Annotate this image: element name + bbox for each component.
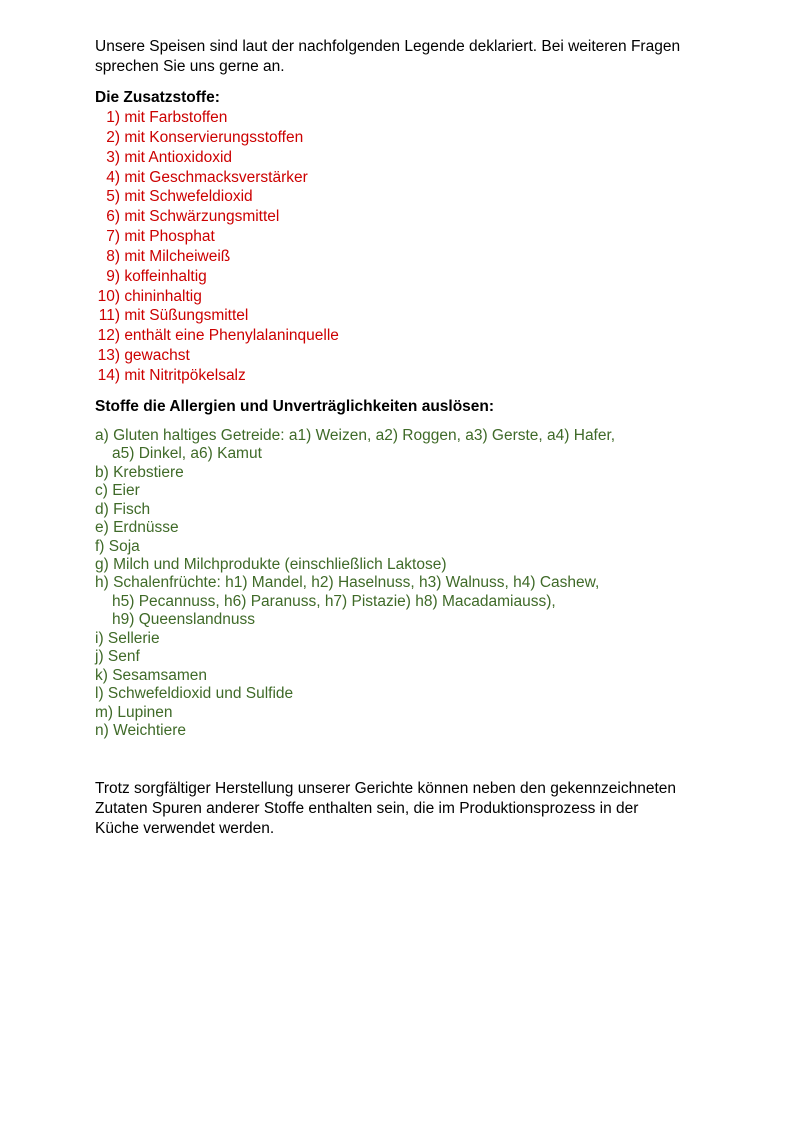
allergen-text: f) Soja bbox=[95, 537, 140, 555]
additive-number: 7) bbox=[106, 228, 120, 246]
allergen-text: i) Sellerie bbox=[95, 629, 160, 647]
additive-item bbox=[95, 148, 735, 168]
document-page bbox=[95, 37, 735, 839]
allergen-text: n) Weichtiere bbox=[95, 722, 187, 740]
additive-number: 10) bbox=[97, 287, 120, 305]
additive-number: 14) bbox=[97, 366, 120, 384]
additive-number: 12) bbox=[97, 327, 120, 345]
additive-item bbox=[95, 247, 735, 267]
additive-number: 1) bbox=[106, 109, 120, 126]
allergen-continuation: h9) Queenslandnuss bbox=[112, 611, 256, 629]
allergen-item bbox=[95, 667, 735, 685]
additive-label: mit Antioxidoxid bbox=[124, 148, 233, 166]
additive-label: enthält eine Phenylalaninquelle bbox=[124, 327, 339, 345]
additive-item bbox=[95, 168, 735, 188]
allergen-text: d) Fisch bbox=[95, 500, 151, 518]
intro-paragraph bbox=[95, 37, 735, 77]
allergen-item bbox=[95, 685, 735, 703]
additive-label: mit Schwärzungsmittel bbox=[124, 208, 280, 226]
allergen-item bbox=[95, 501, 735, 519]
allergen-item bbox=[95, 722, 735, 740]
additive-label: gewachst bbox=[124, 347, 190, 365]
allergen-item bbox=[95, 519, 735, 537]
disclaimer-line-1: Trotz sorgfältiger Herstellung unserer Gerichte können neben den gekennzeichneten bbox=[95, 779, 677, 797]
allergen-item bbox=[95, 482, 735, 500]
additive-label: mit Nitritpökelsalz bbox=[124, 366, 246, 384]
allergen-text: c) Eier bbox=[95, 482, 140, 500]
additive-label: koffeinhaltig bbox=[124, 267, 207, 285]
disclaimer-paragraph bbox=[95, 779, 735, 839]
intro-line-1: Unsere Speisen sind laut der nachfolgenden Legende deklariert. Bei weiteren Fragen bbox=[95, 38, 681, 55]
allergen-continuation: a5) Dinkel, a6) Kamut bbox=[112, 445, 262, 463]
allergen-item bbox=[95, 648, 735, 666]
intro-line-2: sprechen Sie uns gerne an. bbox=[95, 58, 285, 75]
allergens-heading: Stoffe die Allergien und Unverträglichkeiten auslösen: bbox=[95, 397, 495, 415]
additive-item bbox=[95, 187, 735, 207]
allergen-item bbox=[95, 574, 735, 629]
additive-item bbox=[95, 287, 735, 307]
additive-label: mit Schwefeldioxid bbox=[124, 188, 253, 206]
additives-heading: Die Zusatzstoffe: bbox=[95, 89, 220, 106]
allergen-item bbox=[95, 427, 735, 464]
allergen-text: a) Gluten haltiges Getreide: a1) Weizen, a2) Roggen, a3) Gerste, a4) Hafer, bbox=[95, 426, 616, 444]
allergen-text: j) Senf bbox=[95, 648, 140, 666]
additive-item bbox=[95, 326, 735, 346]
additive-label: mit Phosphat bbox=[124, 228, 215, 246]
additive-item bbox=[95, 267, 735, 287]
allergen-continuation: h5) Pecannuss, h6) Paranuss, h7) Pistazie) h8) Macadamiauss), bbox=[112, 592, 556, 610]
allergen-text: h) Schalenfrüchte: h1) Mandel, h2) Haselnuss, h3) Walnuss, h4) Cashew, bbox=[95, 574, 600, 592]
additive-item bbox=[95, 366, 735, 386]
allergen-item bbox=[95, 556, 735, 574]
allergen-item bbox=[95, 464, 735, 482]
additive-item bbox=[95, 128, 735, 148]
additive-label: mit Süßungsmittel bbox=[124, 307, 249, 325]
additive-number: 4) bbox=[106, 168, 120, 186]
additive-item bbox=[95, 306, 735, 326]
additive-item bbox=[95, 108, 735, 128]
additives-list bbox=[95, 108, 735, 386]
allergens-list bbox=[95, 427, 735, 741]
allergen-text: k) Sesamsamen bbox=[95, 666, 207, 684]
additive-number: 3) bbox=[106, 148, 120, 166]
allergen-text: m) Lupinen bbox=[95, 703, 173, 721]
allergen-item bbox=[95, 538, 735, 556]
additive-item bbox=[95, 207, 735, 227]
additive-label: mit Farbstoffen bbox=[124, 109, 228, 126]
additive-label: mit Konservierungsstoffen bbox=[124, 128, 304, 146]
additive-number: 13) bbox=[97, 347, 120, 365]
additive-number: 8) bbox=[106, 247, 120, 265]
disclaimer-line-2: Zutaten Spuren anderer Stoffe enthalten sein, die im Produktionsprozess in der bbox=[95, 799, 639, 817]
additive-item bbox=[95, 227, 735, 247]
allergen-text: g) Milch und Milchprodukte (einschließlich Laktose) bbox=[95, 555, 447, 573]
additive-label: chininhaltig bbox=[124, 287, 202, 305]
additive-label: mit Milcheiweiß bbox=[124, 247, 231, 265]
additive-number: 11) bbox=[98, 307, 120, 325]
allergen-text: e) Erdnüsse bbox=[95, 519, 179, 537]
disclaimer-line-3: Küche verwendet werden. bbox=[95, 819, 275, 837]
additive-number: 9) bbox=[106, 267, 120, 285]
additive-label: mit Geschmacksverstärker bbox=[124, 168, 308, 186]
additive-number: 2) bbox=[106, 128, 120, 146]
allergen-item bbox=[95, 630, 735, 648]
allergen-text: l) Schwefeldioxid und Sulfide bbox=[95, 685, 294, 703]
additive-item bbox=[95, 346, 735, 366]
additive-number: 6) bbox=[106, 208, 120, 226]
additive-number: 5) bbox=[106, 188, 120, 206]
allergen-text: b) Krebstiere bbox=[95, 463, 184, 481]
allergen-item bbox=[95, 704, 735, 722]
